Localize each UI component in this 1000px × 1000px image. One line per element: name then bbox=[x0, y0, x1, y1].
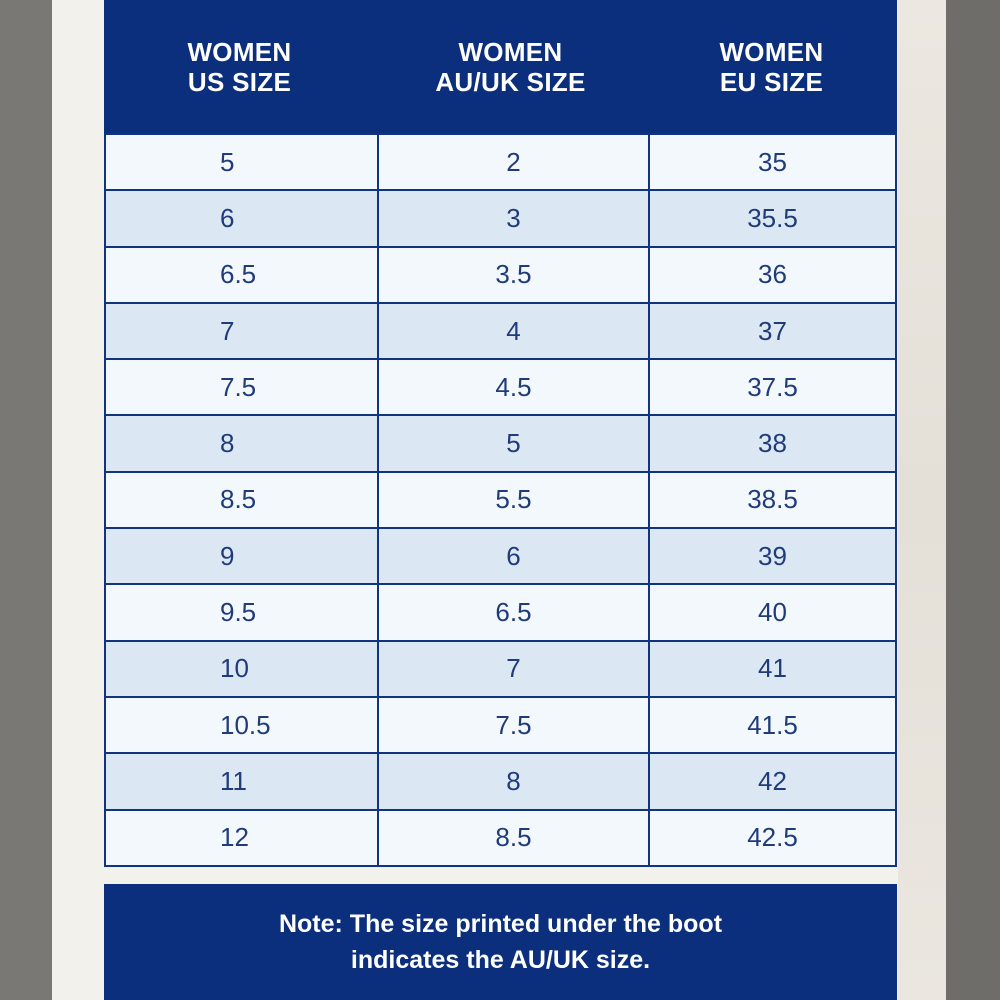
au-uk-size-cell: 5.5 bbox=[377, 473, 648, 527]
au-uk-size-cell: 3.5 bbox=[377, 248, 648, 302]
au-uk-size-cell: 5 bbox=[377, 416, 648, 470]
background-strip bbox=[898, 0, 946, 1000]
us-size-cell: 8 bbox=[220, 428, 235, 459]
eu-size-cell: 38.5 bbox=[648, 473, 895, 527]
us-size-cell: 9.5 bbox=[220, 597, 257, 628]
au-uk-size-cell: 6 bbox=[377, 529, 648, 583]
us-size-cell: 6 bbox=[220, 202, 235, 233]
header-us-size: WOMEN US SIZE bbox=[187, 36, 292, 97]
table-body bbox=[104, 133, 897, 867]
eu-size-cell: 39 bbox=[648, 529, 895, 583]
us-size-cell: 9 bbox=[220, 540, 235, 571]
eu-size-cell: 42.5 bbox=[648, 811, 895, 865]
au-uk-size-cell: 8 bbox=[377, 754, 648, 808]
screen-edge bbox=[946, 0, 1000, 1000]
table-header bbox=[104, 0, 897, 133]
us-size-cell: 7 bbox=[220, 315, 235, 346]
au-uk-size-cell: 7.5 bbox=[377, 698, 648, 752]
eu-size-cell: 36 bbox=[648, 248, 895, 302]
us-size-cell: 5 bbox=[220, 146, 235, 177]
eu-size-cell: 37.5 bbox=[648, 360, 895, 414]
us-size-cell: 12 bbox=[220, 822, 249, 853]
au-uk-size-cell: 8.5 bbox=[377, 811, 648, 865]
note-banner: Note: The size printed under the boot indicates the AU/UK size. bbox=[104, 884, 897, 1000]
eu-size-cell: 37 bbox=[648, 304, 895, 358]
header-eu-size: WOMEN EU SIZE bbox=[719, 36, 824, 97]
table-row bbox=[106, 640, 895, 696]
eu-size-cell: 35 bbox=[648, 135, 895, 189]
au-uk-size-cell: 7 bbox=[377, 642, 648, 696]
us-size-cell: 10 bbox=[220, 653, 249, 684]
table-row bbox=[106, 414, 895, 470]
table-row bbox=[106, 527, 895, 583]
table-row bbox=[106, 696, 895, 752]
table-row bbox=[106, 358, 895, 414]
eu-size-cell: 35.5 bbox=[648, 191, 895, 245]
us-size-cell: 6.5 bbox=[220, 259, 257, 290]
au-uk-size-cell: 2 bbox=[377, 135, 648, 189]
table-row bbox=[106, 133, 895, 189]
au-uk-size-cell: 6.5 bbox=[377, 585, 648, 639]
us-size-cell: 7.5 bbox=[220, 371, 257, 402]
au-uk-size-cell: 4 bbox=[377, 304, 648, 358]
size-chart-table bbox=[104, 0, 897, 867]
eu-size-cell: 41.5 bbox=[648, 698, 895, 752]
us-size-cell: 8.5 bbox=[220, 484, 257, 515]
table-row bbox=[106, 583, 895, 639]
table-row bbox=[106, 189, 895, 245]
au-uk-size-cell: 3 bbox=[377, 191, 648, 245]
table-row bbox=[106, 302, 895, 358]
au-uk-size-cell: 4.5 bbox=[377, 360, 648, 414]
us-size-cell: 11 bbox=[220, 765, 247, 796]
header-au-uk-size: WOMEN AU/UK SIZE bbox=[435, 36, 586, 97]
eu-size-cell: 42 bbox=[648, 754, 895, 808]
table-row bbox=[106, 246, 895, 302]
us-size-cell: 10.5 bbox=[220, 709, 271, 740]
table-row bbox=[106, 471, 895, 527]
eu-size-cell: 41 bbox=[648, 642, 895, 696]
eu-size-cell: 38 bbox=[648, 416, 895, 470]
table-row bbox=[106, 752, 895, 808]
table-row bbox=[106, 809, 895, 865]
eu-size-cell: 40 bbox=[648, 585, 895, 639]
